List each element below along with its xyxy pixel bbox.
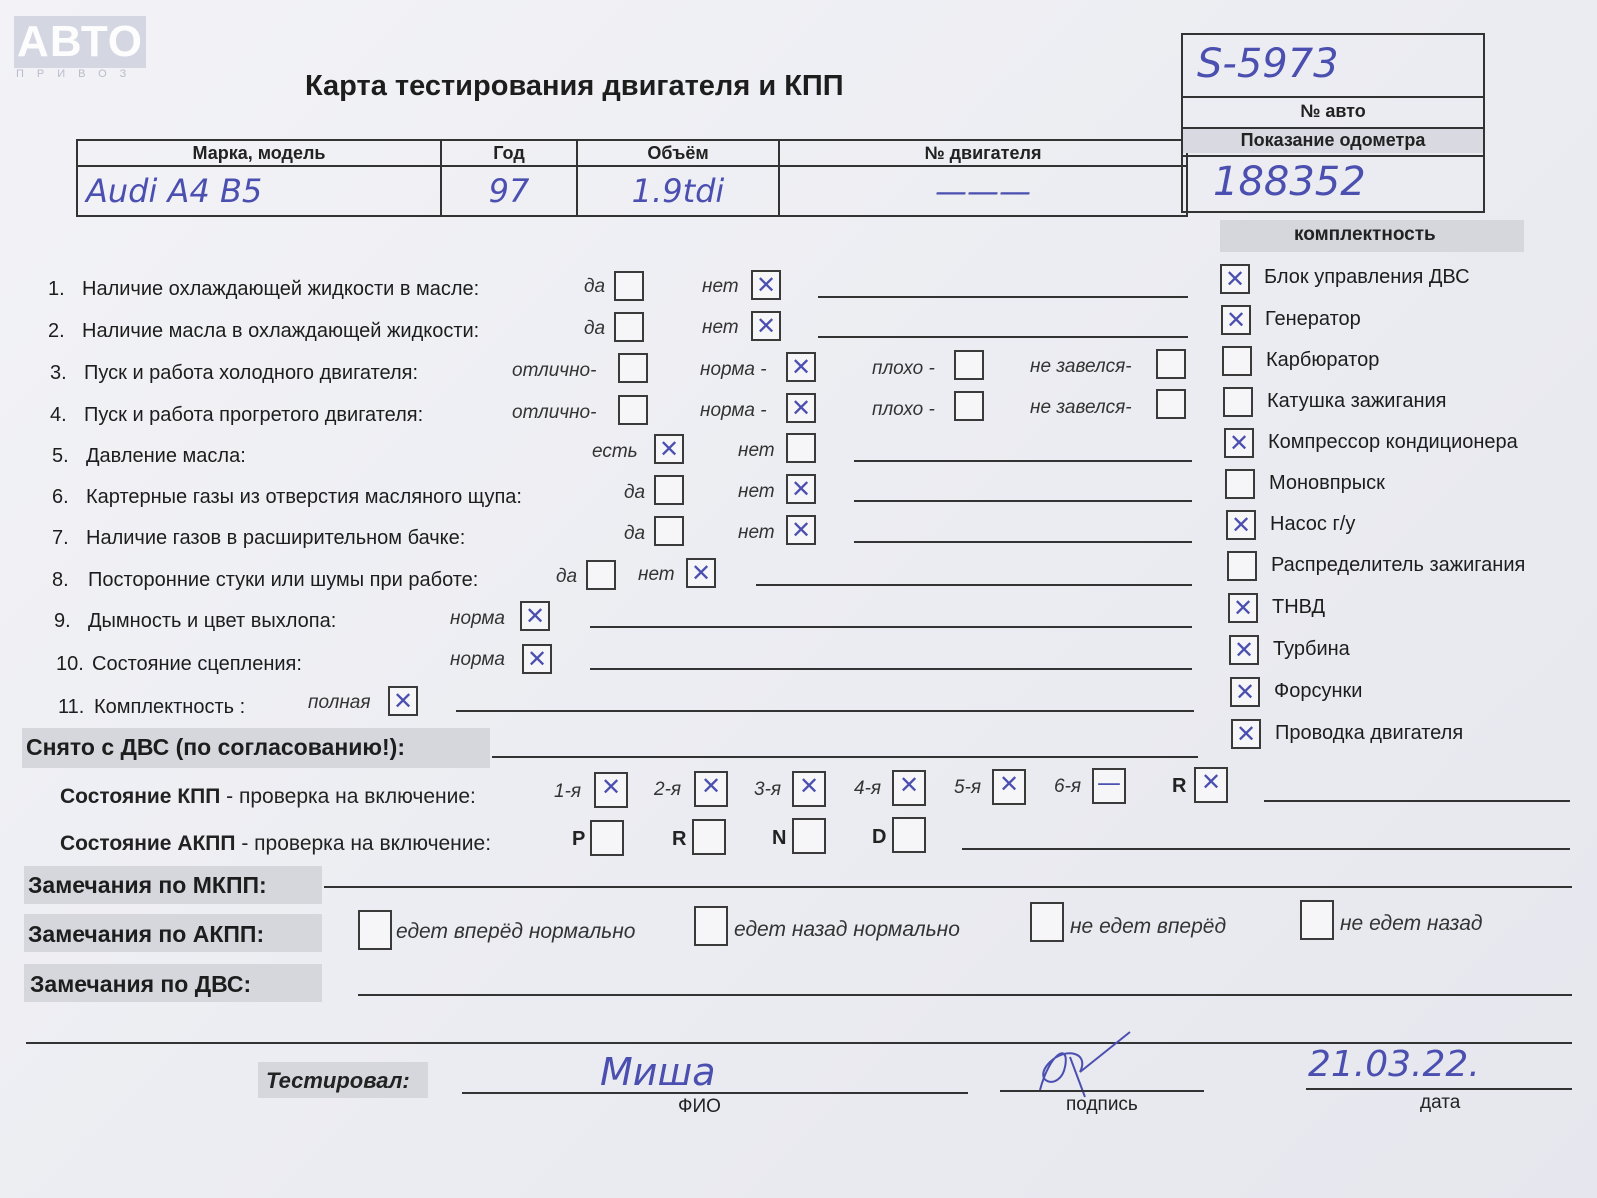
header-engine-no: № двигателя <box>779 140 1187 166</box>
q7-text: Наличие газов в расширительном бачке: <box>86 527 466 549</box>
q4-text: Пуск и работа прогретого двигателя: <box>84 404 424 426</box>
date-line[interactable] <box>1306 1088 1572 1090</box>
comp-distributor-checkbox[interactable] <box>1227 551 1257 581</box>
remarks-dvs-label: Замечания по ДВС: <box>30 971 252 997</box>
car-info-table <box>76 139 1188 217</box>
q8-num: 8. <box>52 569 69 591</box>
q9-num: 9. <box>54 610 71 632</box>
akpp-label-rest: - проверка на включение: <box>235 832 492 855</box>
car-number-odometer-box <box>1181 33 1485 213</box>
q8-yes-label: да <box>556 566 578 587</box>
removed-line[interactable] <box>492 756 1198 758</box>
q7-no-label: нет <box>738 522 775 543</box>
q4-bad-label: плохо - <box>872 399 935 420</box>
akpp-no-forward-checkbox[interactable] <box>1030 902 1064 942</box>
gear3-checkbox[interactable]: ✕ <box>792 771 826 807</box>
q9-normal-checkbox[interactable]: ✕ <box>520 601 550 631</box>
akpp-p-label: P <box>572 828 586 850</box>
q7-no-checkbox[interactable]: ✕ <box>786 515 816 545</box>
akpp-no-back-label: не едет назад <box>1340 912 1483 935</box>
kpp-label <box>60 785 476 809</box>
q9-text: Дымность и цвет выхлопа: <box>88 610 337 632</box>
gear2-checkbox[interactable]: ✕ <box>694 771 728 807</box>
q2-text: Наличие масла в охлаждающей жидкости: <box>82 320 480 342</box>
tested-by-label: Тестировал: <box>266 1068 410 1093</box>
q1-no-checkbox[interactable]: ✕ <box>751 270 781 300</box>
q1-yes-checkbox[interactable] <box>614 271 644 301</box>
q3-nostart-label: не завелся- <box>1030 356 1132 377</box>
gear6-checkbox[interactable]: — <box>1092 768 1126 804</box>
comp-injection-pump-label: ТНВД <box>1272 596 1326 618</box>
comp-mono-injection-label: Моновпрыск <box>1269 472 1385 494</box>
car-number-label: № авто <box>1300 101 1366 121</box>
watermark-logo: АВТО <box>14 16 146 68</box>
kpp-notes-line[interactable] <box>1264 800 1570 802</box>
header-volume: Объём <box>577 140 779 166</box>
engine-no-value[interactable]: ——— <box>779 166 1187 216</box>
comp-generator-checkbox[interactable]: ✕ <box>1221 305 1251 335</box>
q2-yes-checkbox[interactable] <box>614 312 644 342</box>
q5-num: 5. <box>52 445 69 467</box>
q4-normal-label: норма - <box>700 400 767 421</box>
akpp-forward-ok-checkbox[interactable] <box>358 910 392 950</box>
q11-text: Комплектность : <box>94 696 246 718</box>
q2-yes-label: да <box>584 318 606 339</box>
q10-normal-label: норма <box>450 649 505 670</box>
fio-value[interactable]: Миша <box>600 1050 716 1094</box>
q3-text: Пуск и работа холодного двигателя: <box>84 362 419 384</box>
q8-no-checkbox[interactable]: ✕ <box>686 558 716 588</box>
q11-full-checkbox[interactable]: ✕ <box>388 686 418 716</box>
q2-no-checkbox[interactable]: ✕ <box>751 311 781 341</box>
signature-label: подпись <box>1066 1094 1138 1115</box>
comp-ac-compressor-label: Компрессор кондиционера <box>1268 431 1518 453</box>
removed-label: Снято с ДВС (по согласованию!): <box>26 734 405 760</box>
akpp-no-back-checkbox[interactable] <box>1300 900 1334 940</box>
header-make-model: Марка, модель <box>77 140 441 166</box>
q5-no-checkbox[interactable] <box>786 433 816 463</box>
comp-ps-pump-label: Насос г/у <box>1270 513 1356 535</box>
q10-notes-line[interactable] <box>590 668 1192 670</box>
q3-bad-checkbox[interactable] <box>954 350 984 380</box>
q3-num: 3. <box>50 362 67 384</box>
make-model-value[interactable]: Audi A4 B5 <box>77 166 441 216</box>
q11-full-label: полная <box>308 692 371 713</box>
gear3-label: 3-я <box>754 779 782 800</box>
q11-notes-line[interactable] <box>456 710 1194 712</box>
comp-injectors-label: Форсунки <box>1274 680 1363 702</box>
remarks-dvs-line[interactable] <box>358 994 1572 996</box>
akpp-no-forward-label: не едет вперёд <box>1070 915 1227 938</box>
q3-bad-label: плохо - <box>872 358 935 379</box>
q3-excellent-label: отлично- <box>512 360 597 381</box>
kpp-label-bold: Состояние КПП <box>60 785 221 808</box>
comp-carburetor-checkbox[interactable] <box>1222 346 1252 376</box>
akpp-d-label: D <box>872 826 887 848</box>
q1-num: 1. <box>48 278 65 300</box>
q4-bad-checkbox[interactable] <box>954 391 984 421</box>
q8-text: Посторонние стуки или шумы при работе: <box>88 569 479 591</box>
q7-yes-checkbox[interactable] <box>654 516 684 546</box>
gear1-label: 1-я <box>554 781 582 802</box>
q6-num: 6. <box>52 486 69 508</box>
q8-notes-line[interactable] <box>756 584 1192 586</box>
q4-excellent-checkbox[interactable] <box>618 395 648 425</box>
car-number-value[interactable]: S-5973 <box>1197 41 1339 87</box>
odometer-value[interactable]: 188352 <box>1213 159 1366 205</box>
q5-text: Давление масла: <box>86 445 246 467</box>
q11-num: 11. <box>58 696 85 718</box>
q3-normal-label: норма - <box>700 359 767 380</box>
fio-label: ФИО <box>678 1096 721 1117</box>
q6-no-label: нет <box>738 481 775 502</box>
q2-num: 2. <box>48 320 65 342</box>
q2-notes-line[interactable] <box>818 336 1188 338</box>
q1-notes-line[interactable] <box>818 296 1188 298</box>
q5-yes-checkbox[interactable]: ✕ <box>654 434 684 464</box>
volume-value[interactable]: 1.9tdi <box>577 166 779 216</box>
akpp-back-ok-checkbox[interactable] <box>694 906 728 946</box>
akpp-r-checkbox[interactable] <box>692 819 726 855</box>
q4-excellent-label: отлично- <box>512 402 597 423</box>
q6-yes-label: да <box>624 482 646 503</box>
gearR-label: R <box>1172 775 1187 797</box>
q6-text: Картерные газы из отверстия масляного щупа: <box>86 486 522 508</box>
q5-no-label: нет <box>738 440 775 461</box>
q6-notes-line[interactable] <box>854 500 1192 502</box>
q4-nostart-checkbox[interactable] <box>1156 389 1186 419</box>
comp-turbo-label: Турбина <box>1273 638 1350 660</box>
gear5-checkbox[interactable]: ✕ <box>992 769 1026 805</box>
akpp-notes-line[interactable] <box>962 848 1570 850</box>
q3-normal-checkbox[interactable]: ✕ <box>786 352 816 382</box>
q5-yes-label: есть <box>592 441 638 462</box>
akpp-r-label: R <box>672 828 687 850</box>
gearR-checkbox[interactable]: ✕ <box>1194 767 1228 803</box>
comp-injectors-checkbox[interactable]: ✕ <box>1230 677 1260 707</box>
gear5-label: 5-я <box>954 777 982 798</box>
comp-ecu-label: Блок управления ДВС <box>1264 266 1470 288</box>
comp-coil-label: Катушка зажигания <box>1267 390 1447 412</box>
akpp-label-bold: Состояние АКПП <box>60 832 236 855</box>
akpp-p-checkbox[interactable] <box>590 820 624 856</box>
gear6-label: 6-я <box>1054 776 1082 797</box>
q7-yes-label: да <box>624 523 646 544</box>
akpp-label <box>60 832 491 856</box>
gear1-checkbox[interactable]: ✕ <box>594 772 628 808</box>
q6-yes-checkbox[interactable] <box>654 475 684 505</box>
akpp-back-ok-label: едет назад нормально <box>734 918 960 941</box>
completeness-header: комплектность <box>1294 224 1436 245</box>
header-year: Год <box>441 140 577 166</box>
gear4-label: 4-я <box>854 778 882 799</box>
comp-mono-injection-checkbox[interactable] <box>1225 469 1255 499</box>
q9-normal-label: норма <box>450 608 505 629</box>
q7-notes-line[interactable] <box>854 541 1192 543</box>
signature-line[interactable] <box>1000 1090 1204 1092</box>
q4-normal-checkbox[interactable]: ✕ <box>786 393 816 423</box>
q3-excellent-checkbox[interactable] <box>618 353 648 383</box>
page-title: Карта тестирования двигателя и КПП <box>305 70 844 102</box>
comp-generator-label: Генератор <box>1265 308 1361 330</box>
q7-num: 7. <box>52 527 69 549</box>
remarks-mkpp-label: Замечания по МКПП: <box>28 872 267 898</box>
akpp-forward-ok-label: едет вперёд нормально <box>396 920 636 943</box>
gear4-checkbox[interactable]: ✕ <box>892 770 926 806</box>
q8-yes-checkbox[interactable] <box>586 560 616 590</box>
fio-line[interactable] <box>462 1092 968 1094</box>
comp-injection-pump-checkbox[interactable]: ✕ <box>1228 593 1258 623</box>
year-value[interactable]: 97 <box>441 166 577 216</box>
q1-yes-label: да <box>584 276 606 297</box>
q9-notes-line[interactable] <box>590 626 1192 628</box>
akpp-n-checkbox[interactable] <box>792 818 826 854</box>
comp-ac-compressor-checkbox[interactable]: ✕ <box>1224 428 1254 458</box>
q3-nostart-checkbox[interactable] <box>1156 349 1186 379</box>
q1-text: Наличие охлаждающей жидкости в масле: <box>82 278 480 300</box>
comp-ps-pump-checkbox[interactable]: ✕ <box>1226 510 1256 540</box>
watermark-sub: ПРИВОЗ <box>16 68 140 80</box>
q1-no-label: нет <box>702 276 739 297</box>
comp-ecu-checkbox[interactable]: ✕ <box>1220 264 1250 294</box>
kpp-label-rest: - проверка на включение: <box>220 785 476 808</box>
remarks-akpp-label: Замечания по АКПП: <box>28 921 265 947</box>
date-value[interactable]: 21.03.22. <box>1308 1044 1480 1085</box>
date-label: дата <box>1420 1092 1461 1113</box>
q6-no-checkbox[interactable]: ✕ <box>786 474 816 504</box>
comp-wiring-checkbox[interactable]: ✕ <box>1231 719 1261 749</box>
q5-notes-line[interactable] <box>854 460 1192 462</box>
gear2-label: 2-я <box>654 779 682 800</box>
comp-turbo-checkbox[interactable]: ✕ <box>1229 635 1259 665</box>
q10-num: 10. <box>56 653 84 675</box>
comp-wiring-label: Проводка двигателя <box>1275 722 1464 744</box>
q4-num: 4. <box>50 404 67 426</box>
odometer-label: Показание одометра <box>1240 130 1426 150</box>
akpp-n-label: N <box>772 827 787 849</box>
q10-text: Состояние сцепления: <box>92 653 302 675</box>
q2-no-label: нет <box>702 317 739 338</box>
q10-normal-checkbox[interactable]: ✕ <box>522 644 552 674</box>
q8-no-label: нет <box>638 564 675 585</box>
remarks-mkpp-line[interactable] <box>324 886 1572 888</box>
q4-nostart-label: не завелся- <box>1030 397 1132 418</box>
comp-coil-checkbox[interactable] <box>1223 387 1253 417</box>
comp-carburetor-label: Карбюратор <box>1266 349 1380 371</box>
comp-distributor-label: Распределитель зажигания <box>1271 554 1526 576</box>
akpp-d-checkbox[interactable] <box>892 817 926 853</box>
